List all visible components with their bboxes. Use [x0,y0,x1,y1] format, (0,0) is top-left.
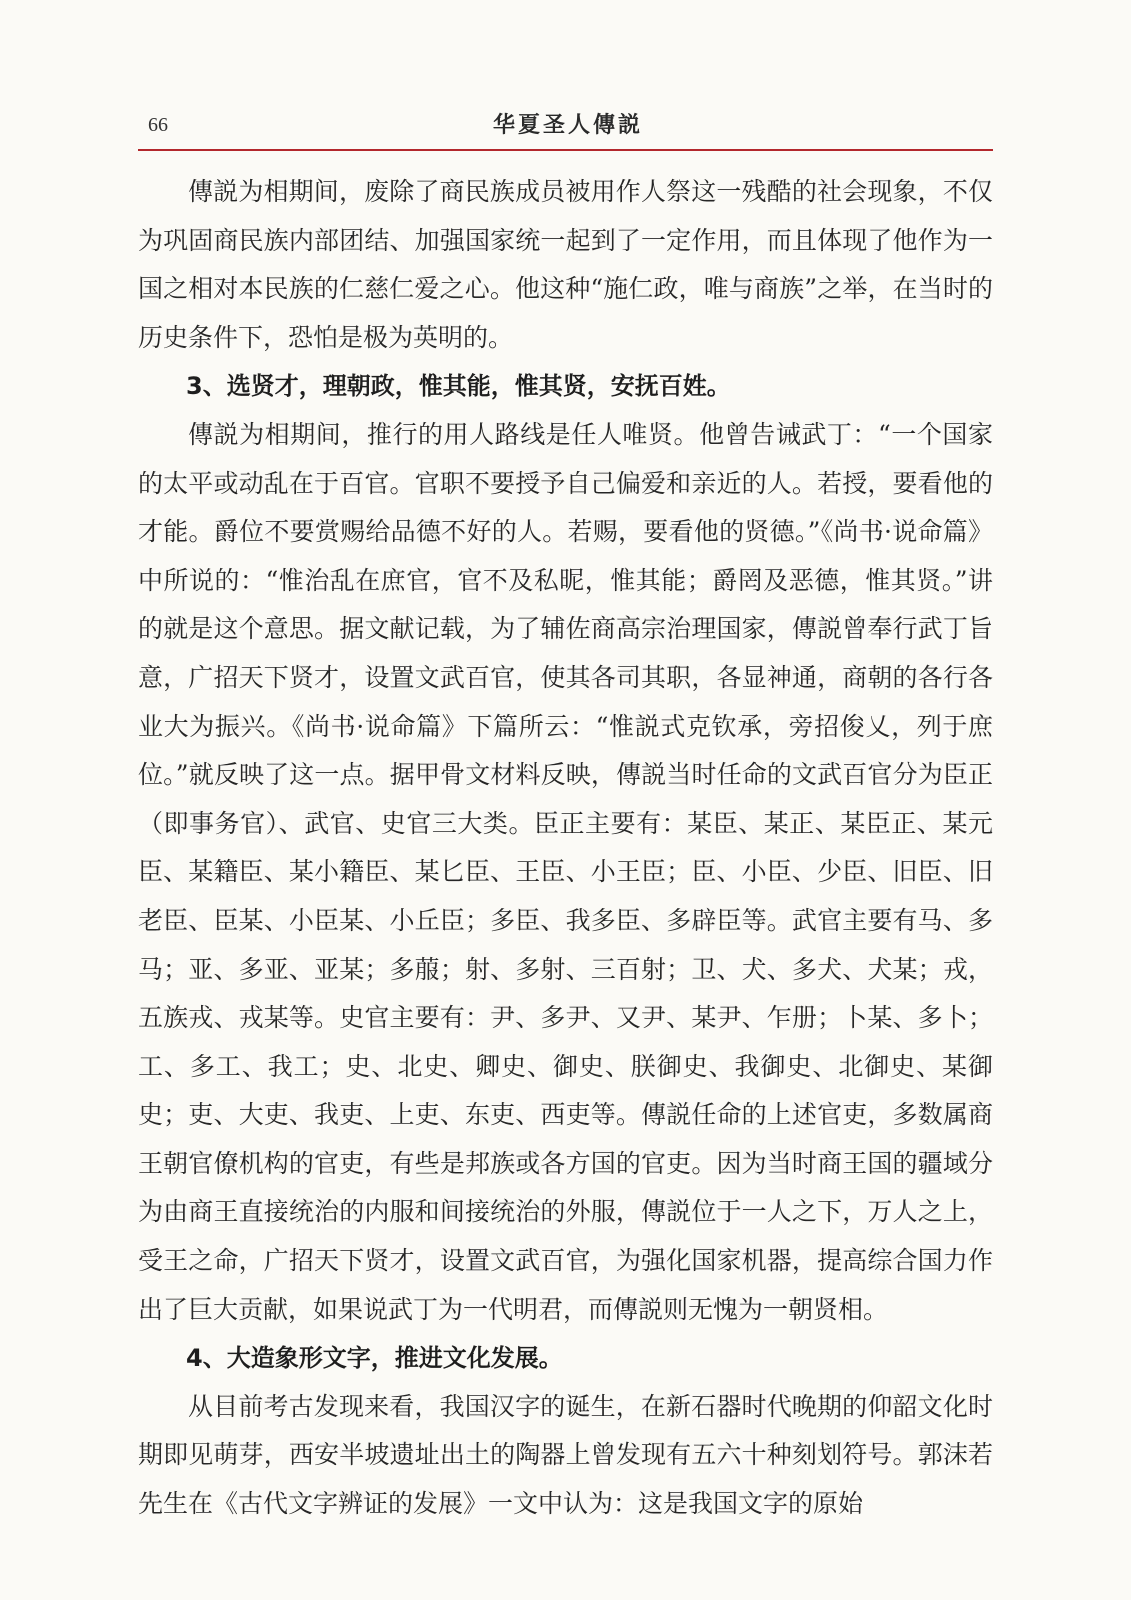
paragraph-1: 傳説为相期间，废除了商民族成员被用作人祭这一残酷的社会现象，不仅为巩固商民族内部团结、加强国家统一起到了一定作用，而且体现了他作为一国之相对本民族的仁慈仁爱之心。他这种“施仁政，唯与商族”之举，在当时的历史条件下，恐怕是极为英明的。 [138,177,993,352]
body-text [138,168,993,1529]
page-header [138,100,993,152]
page-number: 66 [148,114,168,136]
paragraph-2: 傳説为相期间，推行的用人路线是任人唯贤。他曾告诫武丁：“一个国家的太平或动乱在于百官。官职不要授予自己偏爱和亲近的人。若授，要看他的才能。爵位不要赏赐给品德不好的人。若赐，要看他的贤德。”《尚书·说命篇》中所说的：“惟治乱在庶官，官不及私昵，惟其能；爵罔及恶德，惟其贤。”讲的就是这个意思。据文献记载，为了辅佐商高宗治理国家，傳説曾奉行武丁旨意，广招天下贤才，设置文武百官，使其各司其职，各显神通，商朝的各行各业大为振兴。《尚书·说命篇》下篇所云：“惟説式克钦承，旁招俊乂，列于庶位。”就反映了这一点。据甲骨文材料反映，傳説当时任命的文武百官分为臣正（即事务官）、武官、史官三大类。臣正主要有：某臣、某正、某臣正、某元臣、某籍臣、某小籍臣、某匕臣、王臣、小王臣；臣、小臣、少臣、旧臣、旧老臣、臣某、小臣某、小丘臣；多臣、我多臣、多辟臣等。武官主要有马、多马；亚、多亚、亚某；多菔；射、多射、三百射；卫、犬、多犬、犬某；戎，五族戎、戎某等。史官主要有：尹、多尹、又尹、某尹、乍册；卜某、多卜；工、多工、我工；史、北史、卿史、御史、朕御史、我御史、北御史、某御史；吏、大吏、我吏、上吏、东吏、西吏等。傳説任命的上述官吏，多数属商王朝官僚机构的官吏，有些是邦族或各方国的官吏。因为当时商王国的疆域分为由商王直接统治的内服和间接统治的外服，傳説位于一人之下，万人之上，受王之命，广招天下贤才，设置文武百官，为强化国家机器，提高综合国力作出了巨大贡献，如果说武丁为一代明君，而傳説则无愧为一朝贤相。 [138,419,993,1324]
paragraph-3: 从目前考古发现来看，我国汉字的诞生，在新石器时代晚期的仰韶文化时期即见萌芽，西安半坡遗址出土的陶器上曾发现有五六十种刻划符号。郭沫若先生在《古代文字辨证的发展》一文中认为：这是我国文字的原始 [138,1391,993,1519]
header-rule [138,149,993,151]
section-heading-3: 3、选贤才，理朝政，惟其能，惟其贤，安抚百姓。 [186,372,731,401]
section-heading-4: 4、大造象形文字，推进文化发展。 [186,1344,563,1373]
running-title: 华夏圣人傳説 [493,113,644,138]
